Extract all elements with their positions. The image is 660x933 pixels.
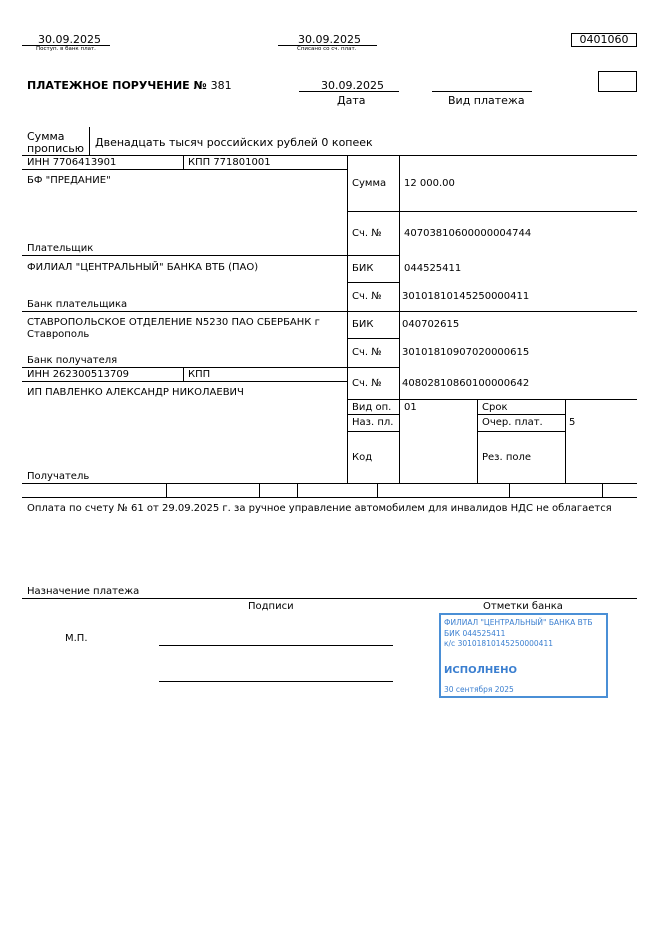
payee-name: ИП ПАВЛЕНКО АЛЕКСАНДР НИКОЛАЕВИЧ <box>27 387 244 398</box>
grid-line <box>347 338 399 339</box>
vid-op-value: 01 <box>404 402 417 413</box>
grid-line <box>22 483 637 484</box>
grid-line <box>602 483 603 497</box>
payee-bik: 040702615 <box>402 319 460 330</box>
payer-kpp: КПП 771801001 <box>188 157 271 168</box>
mp-label: М.П. <box>65 633 88 644</box>
payer-bank-caption: Банк плательщика <box>27 299 128 310</box>
srok-label: Срок <box>482 402 508 413</box>
stamp-status: ИСПОЛНЕНО <box>444 665 517 676</box>
payee-caption: Получатель <box>27 471 90 482</box>
grid-line <box>509 483 510 497</box>
payer-corr: 30101810145250000411 <box>402 291 530 302</box>
payee-bank-name-2: Ставрополь <box>27 329 90 340</box>
received-caption: Поступ. в банк плат. <box>36 46 96 52</box>
sum-label: Сумма <box>352 178 387 189</box>
signature-line-2 <box>159 681 393 682</box>
grid-line <box>377 483 378 497</box>
payee-bik-label: БИК <box>352 319 374 330</box>
signature-line-1 <box>159 645 393 646</box>
grid-line <box>22 497 637 498</box>
payment-type-box <box>598 71 637 92</box>
payment-type-line <box>432 91 532 92</box>
amount-words-label-2: прописью <box>27 142 85 155</box>
doc-date-line <box>299 91 399 92</box>
kod-label: Код <box>352 452 373 463</box>
grid-line <box>22 155 637 156</box>
payee-corr: 30101810907020000615 <box>402 347 530 358</box>
grid-line <box>347 282 399 283</box>
grid-line <box>399 155 400 483</box>
payment-type-caption: Вид платежа <box>448 94 525 107</box>
stamp-bank-name: ФИЛИАЛ "ЦЕНТРАЛЬНЫЙ" БАНКА ВТБ <box>444 618 593 627</box>
grid-line <box>22 255 399 256</box>
received-date: 30.09.2025 <box>38 33 101 46</box>
vid-op-label: Вид оп. <box>352 402 392 413</box>
signatures-caption: Подписи <box>248 601 294 612</box>
grid-line <box>183 367 184 381</box>
payee-bank-name-1: СТАВРОПОЛЬСКОЕ ОТДЕЛЕНИЕ N5230 ПАО СБЕРБАНК г <box>27 317 320 328</box>
grid-line <box>347 431 399 432</box>
amount-words-label-1: Сумма <box>27 130 65 143</box>
grid-line <box>22 598 637 599</box>
grid-line <box>22 367 399 368</box>
form-code: 0401060 <box>571 33 637 47</box>
stamp-corr: к/с 30101810145250000411 <box>444 639 553 648</box>
payer-inn: ИНН 7706413901 <box>27 157 117 168</box>
doc-date: 30.09.2025 <box>321 79 384 92</box>
doc-title-label: ПЛАТЕЖНОЕ ПОРУЧЕНИЕ № <box>27 79 207 92</box>
debited-date: 30.09.2025 <box>298 33 361 46</box>
bank-stamp <box>439 613 608 698</box>
payer-name: БФ "ПРЕДАНИЕ" <box>27 175 111 186</box>
grid-line <box>477 414 565 415</box>
payer-account: 40703810600000004744 <box>404 228 532 239</box>
grid-line <box>477 399 478 483</box>
grid-line <box>297 483 298 497</box>
grid-line <box>347 155 348 483</box>
doc-number: 381 <box>210 79 232 92</box>
payee-inn: ИНН 262300513709 <box>27 369 130 380</box>
stamp-bik: БИК 044525411 <box>444 629 506 638</box>
grid-line <box>347 211 637 212</box>
ocher-label: Очер. плат. <box>482 417 543 428</box>
grid-line <box>259 483 260 497</box>
purpose-caption: Назначение платежа <box>27 586 140 597</box>
payer-bik-label: БИК <box>352 263 374 274</box>
payee-account: 40802810860100000642 <box>402 378 530 389</box>
debited-caption: Списано со сч. плат. <box>297 46 357 52</box>
grid-line <box>347 414 399 415</box>
purpose-text: Оплата по счету № 61 от 29.09.2025 г. за ручное управление автомобилем для инвалидов НДС не облагается <box>27 503 612 514</box>
amount-words-divider <box>89 127 90 155</box>
grid-line <box>22 381 347 382</box>
payer-caption: Плательщик <box>27 243 94 254</box>
bank-marks-caption: Отметки банка <box>483 601 563 612</box>
grid-line <box>183 155 184 169</box>
doc-title <box>27 79 232 92</box>
stamp-date: 30 сентября 2025 <box>444 685 514 694</box>
payee-bank-caption: Банк получателя <box>27 355 118 366</box>
sum-value: 12 000.00 <box>404 178 455 189</box>
payee-kpp: КПП <box>188 369 211 380</box>
grid-line <box>22 311 637 312</box>
payer-bank-name: ФИЛИАЛ "ЦЕНТРАЛЬНЫЙ" БАНКА ВТБ (ПАО) <box>27 262 259 273</box>
grid-line <box>166 483 167 497</box>
doc-date-caption: Дата <box>337 94 366 107</box>
rez-label: Рез. поле <box>482 452 532 463</box>
grid-line <box>477 431 565 432</box>
amount-words-value: Двенадцать тысяч российских рублей 0 копеек <box>95 136 373 149</box>
payee-corr-label: Сч. № <box>352 347 382 358</box>
grid-line <box>22 169 347 170</box>
grid-line <box>347 399 637 400</box>
naz-pl-label: Наз. пл. <box>352 417 394 428</box>
ocher-value: 5 <box>569 417 576 428</box>
grid-line <box>565 399 566 483</box>
payer-account-label: Сч. № <box>352 228 382 239</box>
payee-account-label: Сч. № <box>352 378 382 389</box>
payer-corr-label: Сч. № <box>352 291 382 302</box>
payer-bik: 044525411 <box>404 263 462 274</box>
